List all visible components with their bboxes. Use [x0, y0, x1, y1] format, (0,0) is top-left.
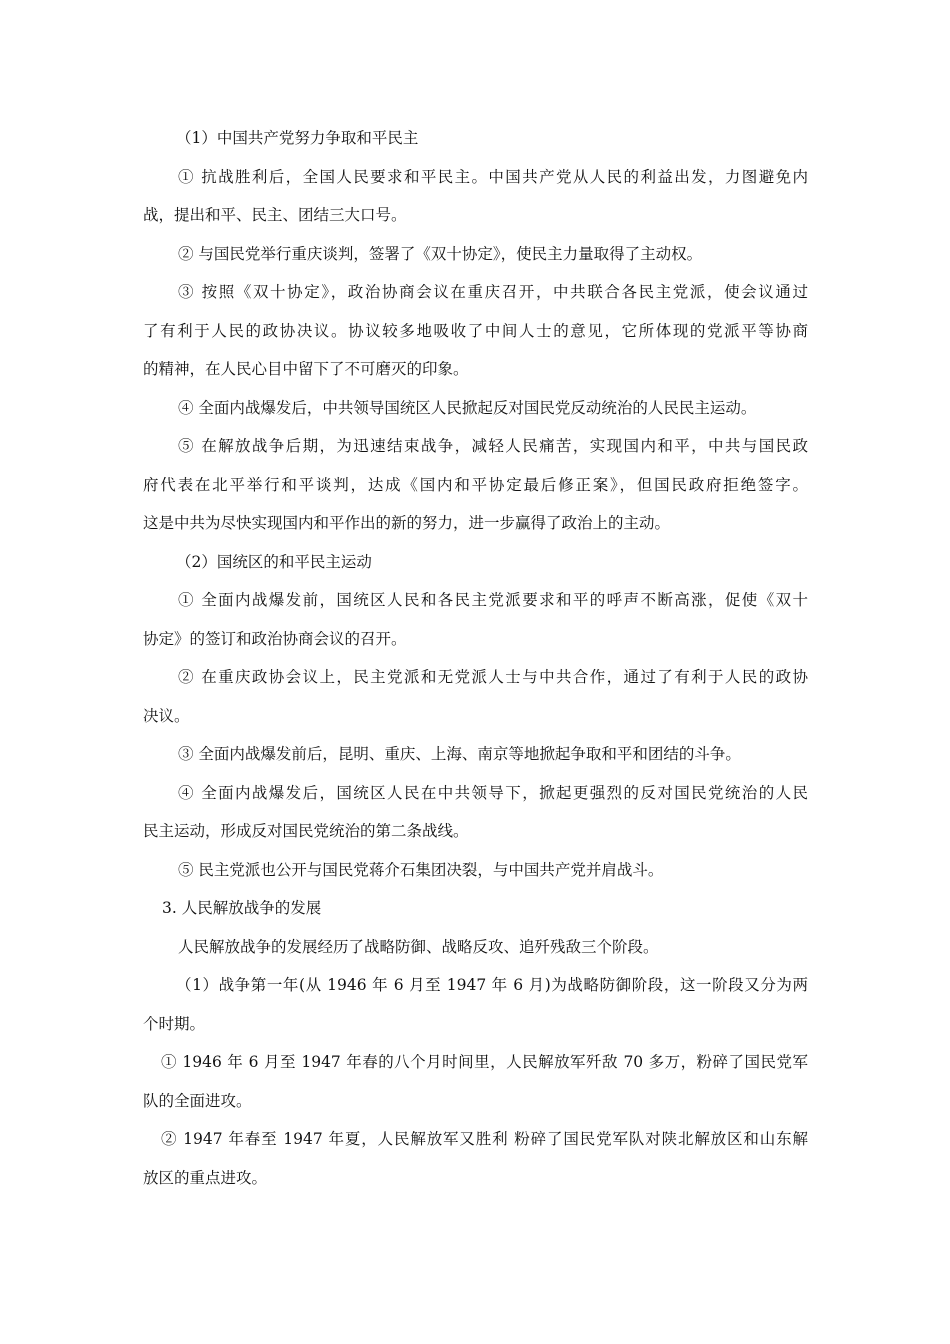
text-line: ② 与国民党举行重庆谈判，签署了《双十协定》，使民主力量取得了主动权。: [178, 244, 703, 263]
text-line: （2）国统区的和平民主运动: [176, 552, 372, 571]
text-line: ③ 按照《双十协定》，政治协商会议在重庆召开，中共联合各民主党派，使会议通过: [178, 283, 808, 301]
document-body: [143, 119, 808, 1197]
text-line: 队的全面进攻。: [143, 1091, 252, 1110]
text-line: （1）中国共产党努力争取和平民主: [176, 129, 419, 147]
text-line: ⑤ 在解放战争后期，为迅速结束战争，减轻人民痛苦，实现国内和平，中共与国民政: [178, 437, 808, 455]
text-line: ① 1946 年 6 月至 1947 年春的八个月时间里，人民解放军歼敌 70 多万，粉碎了国民党军: [161, 1053, 808, 1071]
text-line: 决议。: [143, 706, 190, 725]
text-line: ② 在重庆政协会议上，民主党派和无党派人士与中共合作，通过了有利于人民的政协: [178, 668, 808, 686]
text-line: ③ 全面内战爆发前后，昆明、重庆、上海、南京等地掀起争取和平和团结的斗争。: [178, 745, 741, 763]
text-line: 放区的重点进攻。: [143, 1168, 268, 1187]
text-line: 协定》的签订和政治协商会议的召开。: [143, 629, 407, 648]
text-line: 府代表在北平举行和平谈判，达成《国内和平协定最后修正案》，但国民政府拒绝签字。: [143, 475, 808, 494]
text-line: ④ 全面内战爆发后，国统区人民在中共领导下，掀起更强烈的反对国民党统治的人民: [178, 783, 808, 802]
text-line: 民主运动，形成反对国民党统治的第二条战线。: [143, 822, 469, 840]
text-line: 的精神，在人民心目中留下了不可磨灭的印象。: [143, 360, 469, 378]
text-line: （1）战争第一年(从 1946 年 6 月至 1947 年 6 月)为战略防御阶段，这一阶段又分为两: [176, 976, 808, 994]
text-line: 了有利于人民的政协决议。协议较多地吸收了中间人士的意见，它所体现的党派平等协商: [143, 321, 808, 340]
text-line: ① 全面内战爆发前，国统区人民和各民主党派要求和平的呼声不断高涨，促使《双十: [178, 591, 808, 609]
text-line: 人民解放战争的发展经历了战略防御、战略反攻、追歼残敌三个阶段。: [178, 937, 659, 956]
text-line: ① 抗战胜利后，全国人民要求和平民主。中国共产党从人民的利益出发，力图避免内: [178, 167, 808, 186]
text-line: ④ 全面内战爆发后，中共领导国统区人民掀起反对国民党反动统治的人民民主运动。: [178, 398, 757, 417]
text-line: ② 1947 年春至 1947 年夏，人民解放军又胜利 粉碎了国民党军队对陕北解放区和山东解: [161, 1130, 808, 1148]
text-line: 战，提出和平、民主、团结三大口号。: [143, 206, 407, 224]
text-line: 个时期。: [143, 1014, 206, 1033]
text-line: 这是中共为尽快实现国内和平作出的新的努力，进一步赢得了政治上的主动。: [143, 514, 671, 532]
text-line: ⑤ 民主党派也公开与国民党蒋介石集团决裂，与中国共产党并肩战斗。: [178, 860, 664, 879]
text-line: 3. 人民解放战争的发展: [162, 899, 322, 917]
